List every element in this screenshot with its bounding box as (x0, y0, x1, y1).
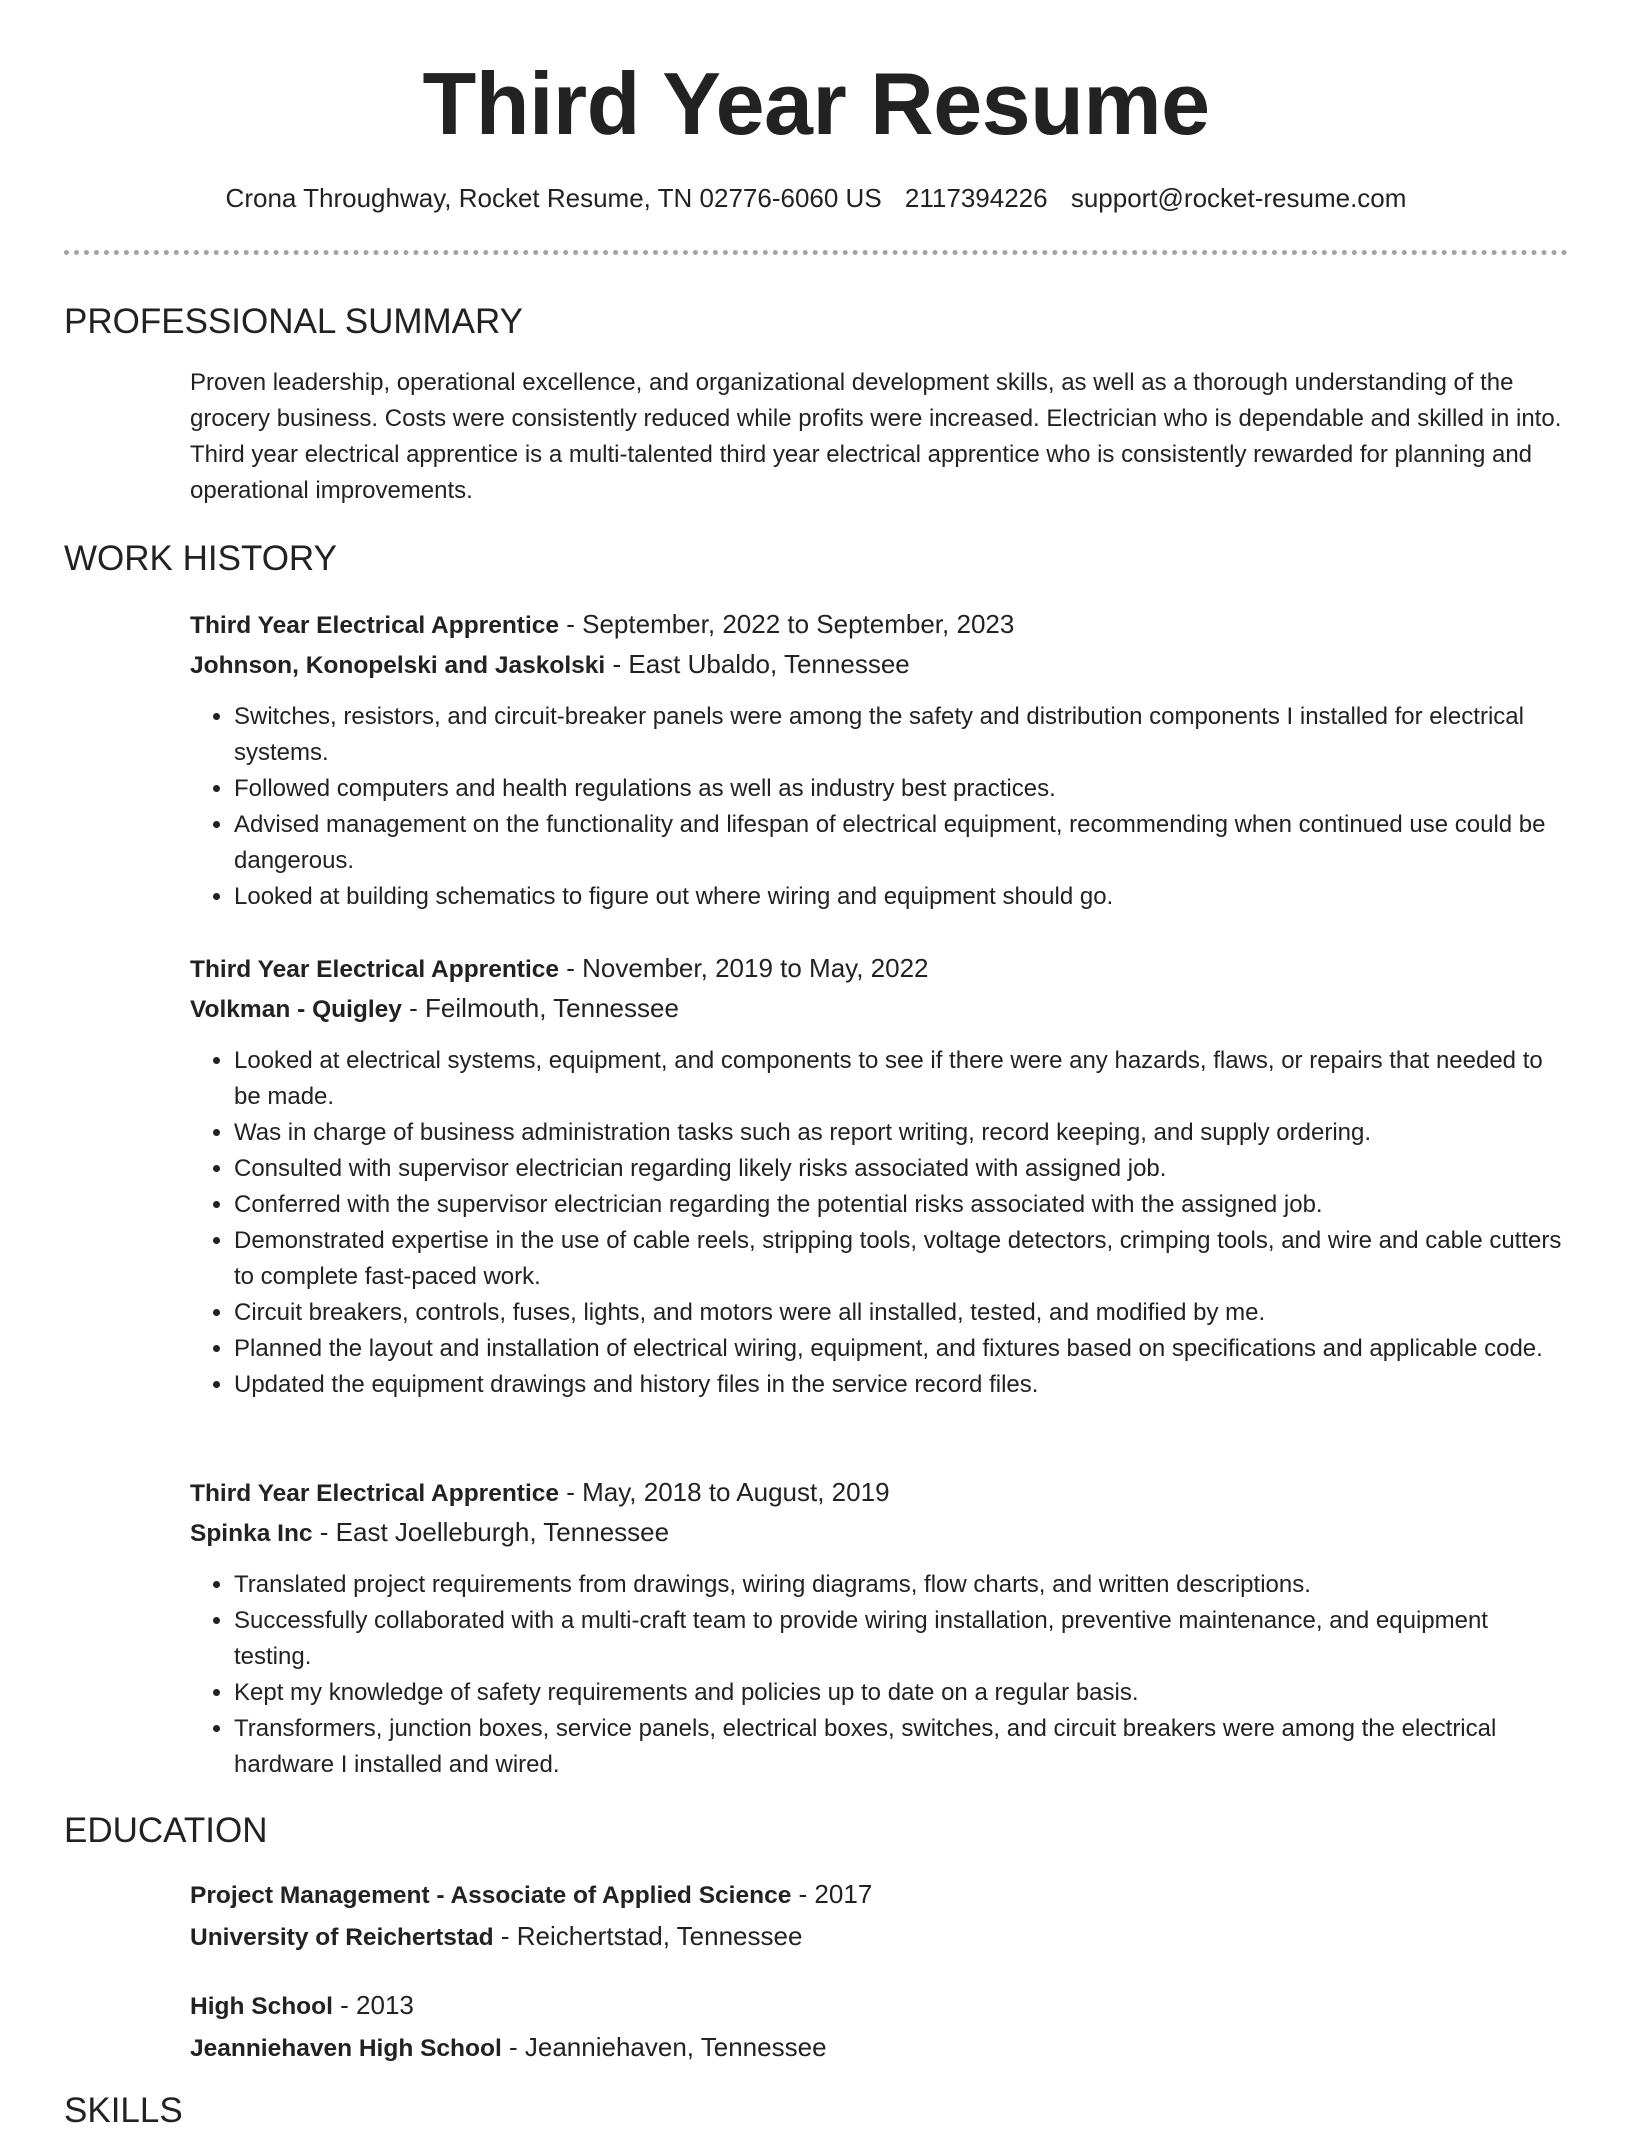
job-role: Third Year Electrical Apprentice (190, 1480, 560, 1507)
education-degree-line (190, 1874, 1570, 1916)
job-dates: - May, 2018 to August, 2019 (559, 1477, 890, 1507)
education-entry (190, 1874, 1570, 1958)
education-degree: Project Management - Associate of Applied Science (190, 1882, 792, 1909)
summary-text: Proven leadership, operational excellence, and organizational development skills, as well as a thorough understanding of the grocery business. Costs were consistently reduced while profits were increased. Electrician who is dependable and skilled in into. Third year electrical apprentice is a multi-talented third year electrical apprentice who is consistently rewarded for planning and operational improvements. (190, 369, 1562, 504)
education-year: - 2013 (332, 1990, 414, 2020)
job-bullet: • Consulted with supervisor electrician regarding likely risks associated with assigned job. (234, 1151, 1570, 1187)
job-role: Third Year Electrical Apprentice (190, 612, 560, 639)
job-entry (190, 1473, 1570, 1783)
education-school: University of Reichertstad (190, 1924, 494, 1951)
job-bullet: • Successfully collaborated with a multi-craft team to provide wiring installation, preventive maintenance, and equipment testing. (234, 1603, 1570, 1675)
job-bullets (190, 1567, 1570, 1783)
section-title-work-history: WORK HISTORY (64, 539, 337, 578)
job-bullet: • Looked at electrical systems, equipment, and components to see if there were any hazards, flaws, or repairs that needed to be made. (234, 1043, 1570, 1115)
education-school-line (190, 2027, 1570, 2069)
education-degree: High School (190, 1993, 333, 2020)
job-title-line (190, 605, 1570, 645)
education-entry (190, 1985, 1570, 2069)
job-bullet: • Updated the equipment drawings and history files in the service record files. (234, 1367, 1570, 1403)
summary-block (190, 365, 1570, 509)
job-entry (190, 605, 1570, 915)
section-title-education: EDUCATION (64, 1811, 268, 1850)
contact-line (0, 180, 1632, 216)
job-title-line (190, 949, 1570, 989)
job-bullet: • Followed computers and health regulations as well as industry best practices. (234, 771, 1570, 807)
job-dates: - September, 2022 to September, 2023 (559, 609, 1015, 639)
job-bullets (190, 1043, 1570, 1403)
education-school: Jeanniehaven High School (190, 2035, 502, 2062)
header-divider (64, 250, 1568, 255)
education-degree-line (190, 1985, 1570, 2027)
job-bullet: • Advised management on the functionality and lifespan of electrical equipment, recommending when continued use could be dangerous. (234, 807, 1570, 879)
job-company: Volkman - Quigley (190, 996, 402, 1023)
section-title-summary: PROFESSIONAL SUMMARY (64, 302, 523, 341)
job-dates: - November, 2019 to May, 2022 (559, 953, 929, 983)
education-location: - Reichertstad, Tennessee (493, 1921, 803, 1951)
job-bullet: • Switches, resistors, and circuit-breaker panels were among the safety and distribution components I installed for electrical systems. (234, 699, 1570, 771)
job-bullet: • Was in charge of business administration tasks such as report writing, record keeping, and supply ordering. (234, 1115, 1570, 1151)
job-location: - East Joelleburgh, Tennessee (312, 1517, 670, 1547)
education-location: - Jeanniehaven, Tennessee (501, 2032, 827, 2062)
education-year: - 2017 (791, 1879, 873, 1909)
job-location: - Feilmouth, Tennessee (401, 993, 679, 1023)
job-bullet: • Conferred with the supervisor electrician regarding the potential risks associated with the assigned job. (234, 1187, 1570, 1223)
education-school-line (190, 1916, 1570, 1958)
job-company: Johnson, Konopelski and Jaskolski (190, 652, 606, 679)
resume-title: Third Year Resume (422, 54, 1210, 153)
section-title-skills: SKILLS (64, 2091, 183, 2130)
job-bullet: • Circuit breakers, controls, fuses, lights, and motors were all installed, tested, and modified by me. (234, 1295, 1570, 1331)
job-bullet: • Kept my knowledge of safety requirements and policies up to date on a regular basis. (234, 1675, 1570, 1711)
job-entry (190, 949, 1570, 1403)
job-title-line (190, 1473, 1570, 1513)
contact-phone: 2117394226 (904, 183, 1048, 213)
job-bullet: • Transformers, junction boxes, service panels, electrical boxes, switches, and circuit breakers were among the electrical hardware I installed and wired. (234, 1711, 1570, 1783)
job-bullet: • Translated project requirements from drawings, wiring diagrams, flow charts, and written descriptions. (234, 1567, 1570, 1603)
job-location: - East Ubaldo, Tennessee (605, 649, 910, 679)
job-bullet: • Demonstrated expertise in the use of cable reels, stripping tools, voltage detectors, crimping tools, and wire and cable cutters to complete fast-paced work. (234, 1223, 1570, 1295)
job-company-line (190, 1513, 1570, 1553)
job-role: Third Year Electrical Apprentice (190, 956, 560, 983)
job-bullet: • Planned the layout and installation of electrical wiring, equipment, and fixtures based on specifications and applicable code. (234, 1331, 1570, 1367)
contact-email: support@rocket-resume.com (1070, 183, 1407, 213)
contact-address: Crona Throughway, Rocket Resume, TN 02776-6060 US (225, 183, 882, 213)
job-company-line (190, 645, 1570, 685)
job-bullet: • Looked at building schematics to figure out where wiring and equipment should go. (234, 879, 1570, 915)
job-bullets (190, 699, 1570, 915)
job-company: Spinka Inc (190, 1520, 313, 1547)
job-company-line (190, 989, 1570, 1029)
